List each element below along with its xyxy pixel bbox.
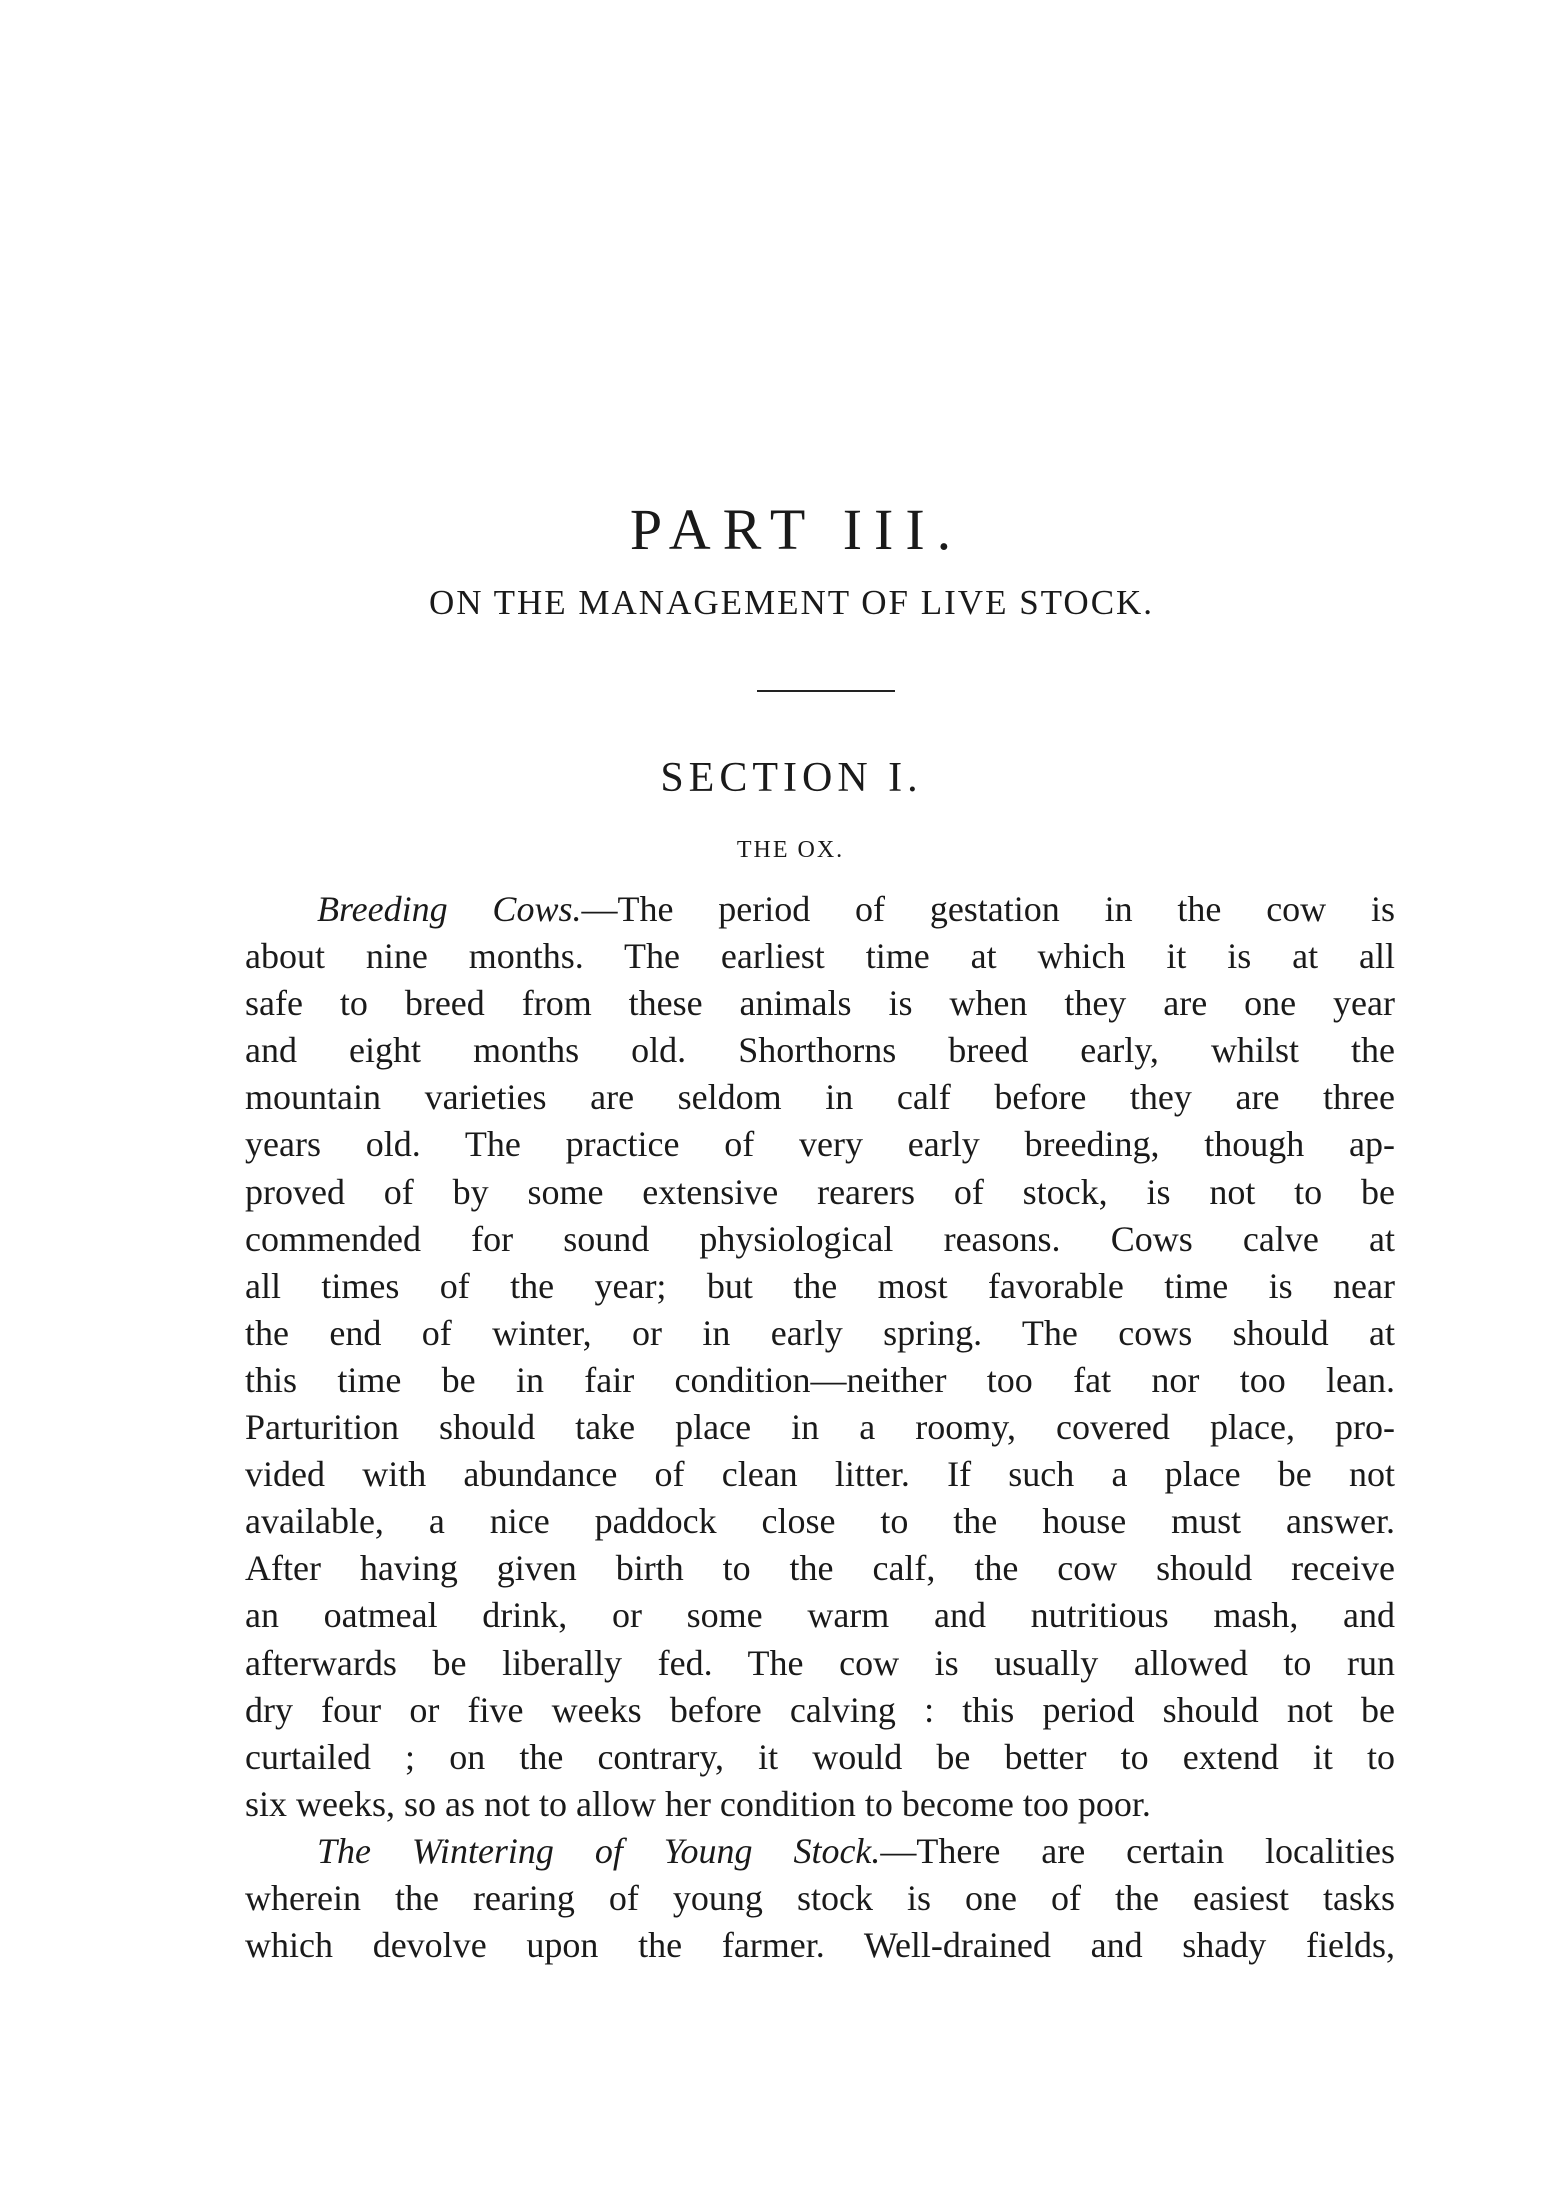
- paragraph-line: available, a nice paddock close to the house must answer.: [245, 1501, 1395, 1542]
- paragraph-line: dry four or five weeks before calving : this period should not be: [245, 1689, 1395, 1730]
- paragraph-line: wherein the rearing of young stock is one of the easiest tasks: [245, 1877, 1395, 1918]
- paragraph-line: mountain varieties are seldom in calf before they are three: [245, 1077, 1395, 1118]
- paragraph-line: curtailed ; on the contrary, it would be better to extend it to: [245, 1736, 1395, 1777]
- paragraph-heading: Breeding Cows.: [317, 889, 582, 929]
- paragraph-line: Parturition should take place in a roomy, covered place, pro-: [245, 1407, 1395, 1448]
- paragraph-line: commended for sound physiological reasons. Cows calve at: [245, 1218, 1395, 1259]
- divider-rule: [757, 690, 895, 692]
- paragraph-line: this time be in fair condition—neither too fat nor too lean.: [245, 1359, 1395, 1400]
- paragraph-line: an oatmeal drink, or some warm and nutritious mash, and: [245, 1595, 1395, 1636]
- paragraph-line: years old. The practice of very early breeding, though ap-: [245, 1124, 1395, 1165]
- part-title: PART III.: [629, 497, 964, 562]
- section-subtitle: THE OX.: [736, 837, 845, 863]
- paragraph-line: proved of by some extensive rearers of stock, is not to be: [245, 1171, 1395, 1212]
- paragraph-line: and eight months old. Shorthorns breed early, whilst the: [245, 1030, 1395, 1071]
- paragraph-line: about nine months. The earliest time at which it is at all: [245, 936, 1395, 977]
- paragraph-line: which devolve upon the farmer. Well-drained and shady fields,: [245, 1925, 1395, 1966]
- paragraph-line: all times of the year; but the most favorable time is near: [245, 1265, 1395, 1306]
- paragraph-line: safe to breed from these animals is when they are one year: [245, 983, 1395, 1024]
- part-subtitle: ON THE MANAGEMENT OF LIVE STOCK.: [428, 583, 1155, 622]
- paragraph-line: afterwards be liberally fed. The cow is usually allowed to run: [245, 1642, 1395, 1683]
- paragraph-line: Breeding Cows.—The period of gestation in the cow is: [317, 889, 1395, 929]
- body-text: [245, 886, 1395, 1969]
- paragraph-line: After having given birth to the calf, the cow should receive: [245, 1548, 1395, 1589]
- paragraph-line: vided with abundance of clean litter. If such a place be not: [245, 1454, 1395, 1495]
- paragraph-line: six weeks, so as not to allow her condition to become too poor.: [245, 1783, 1151, 1824]
- paragraph-line: the end of winter, or in early spring. The cows should at: [245, 1312, 1395, 1353]
- paragraph-heading: The Wintering of Young Stock.: [317, 1830, 881, 1871]
- paragraph-line: The Wintering of Young Stock.—There are certain localities: [317, 1830, 1395, 1871]
- section-title: SECTION I.: [660, 755, 923, 801]
